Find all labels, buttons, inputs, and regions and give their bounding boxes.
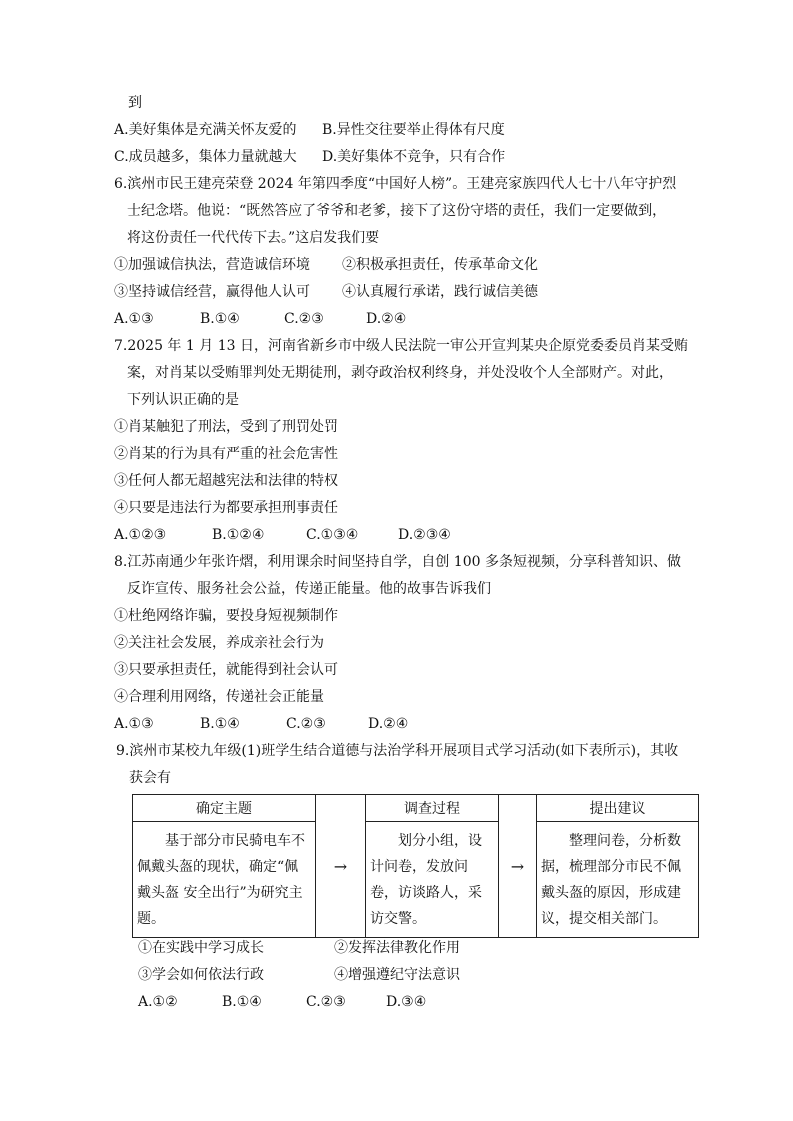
q6-option-d[interactable]: D.②④ (366, 311, 407, 327)
q8-option-c[interactable]: C.②③ (286, 716, 326, 732)
q6-options (114, 309, 514, 329)
q6-statement-3: ③坚持诚信经营，赢得他人认可 (114, 284, 310, 300)
q7-option-a[interactable]: A.①②③ (114, 527, 167, 543)
header-topic: 确定主题 (133, 795, 316, 822)
q8-stem-line-1: 8.江苏南通少年张许熠，利用课余时间坚持自学，自创 100 多条短视频，分享科普知识、做 (114, 554, 681, 570)
q7-statement-3: ③任何人都无超越宪法和法律的特权 (114, 473, 338, 489)
q6-stem-line-3: 将这份责任一代代传下去。”这启发我们要 (127, 230, 380, 246)
q6-statement-4: ④认真履行承诺，践行诚信美德 (342, 284, 538, 300)
project-flow-table (132, 794, 699, 938)
header-survey: 调查过程 (366, 795, 499, 822)
q8-option-b[interactable]: B.①④ (200, 716, 240, 732)
q7-stem-line-1: 7.2025 年 1 月 13 日，河南省新乡市中级人民法院一审公开宣判某央企原党委委员肖某受贿 (114, 338, 688, 354)
cell-survey: 划分小组，设计问卷，发放问卷，访谈路人，采访交警。 (366, 822, 499, 938)
q9-options (138, 992, 538, 1012)
q5-options-row-1 (114, 120, 694, 140)
q6-statement-1: ①加强诚信执法，营造诚信环境 (114, 257, 310, 273)
q9-statements-row-1 (138, 938, 658, 958)
q8-stem-line-2: 反诈宣传、服务社会公益，传递正能量。他的故事告诉我们 (127, 581, 491, 597)
cell-topic: 基于部分市民骑电车不佩戴头盔的现状，确定“佩戴头盔 安全出行”为研究主题。 (133, 822, 316, 938)
q8-option-a[interactable]: A.①③ (114, 716, 154, 732)
q9-option-d[interactable]: D.③④ (386, 994, 427, 1010)
q5-option-d[interactable]: D.美好集体不竞争，只有合作 (322, 149, 506, 165)
q7-statement-4: ④只要是违法行为都要承担刑事责任 (114, 500, 338, 516)
q7-stem-line-3: 下列认识正确的是 (127, 392, 239, 408)
q8-statement-3: ③只要承担责任，就能得到社会认可 (114, 662, 338, 678)
arrow-2: → (499, 795, 537, 938)
q5-continuation: 到 (128, 95, 142, 111)
q6-statements-row-2 (114, 282, 694, 302)
q6-option-b[interactable]: B.①④ (200, 311, 240, 327)
cell-suggest: 整理问卷，分析数据，梳理部分市民不佩戴头盔的原因，形成建议，提交相关部门。 (537, 822, 699, 938)
q5-option-b[interactable]: B.异性交往要举止得体有尺度 (322, 122, 505, 138)
q7-option-c[interactable]: C.①③④ (306, 527, 359, 543)
q8-statement-2: ②关注社会发展，养成亲社会行为 (114, 635, 324, 651)
header-suggest: 提出建议 (537, 795, 699, 822)
q9-option-c[interactable]: C.②③ (306, 994, 346, 1010)
q9-stem-line-2: 获会有 (129, 770, 171, 786)
q9-statement-2: ②发挥法律教化作用 (334, 940, 460, 956)
table-body-row (133, 822, 699, 938)
arrow-1: → (316, 795, 366, 938)
q9-statement-1: ①在实践中学习成长 (138, 940, 264, 956)
q7-option-d[interactable]: D.②③④ (398, 527, 451, 543)
q7-stem-line-2: 案，对肖某以受贿罪判处无期徒刑，剥夺政治权利终身，并处没收个人全部财产。对此， (127, 365, 673, 381)
q9-statement-4: ④增强遵纪守法意识 (334, 967, 460, 983)
table-header-row (133, 795, 699, 822)
q8-statement-1: ①杜绝网络诈骗，要投身短视频制作 (114, 608, 338, 624)
q6-statement-2: ②积极承担责任，传承革命文化 (342, 257, 538, 273)
q9-stem-line-1: 9.滨州市某校九年级(1)班学生结合道德与法治学科开展项目式学习活动(如下表所示)，其收 (116, 743, 679, 759)
q9-option-b[interactable]: B.①④ (222, 994, 262, 1010)
q8-statement-4: ④合理利用网络，传递社会正能量 (114, 689, 324, 705)
q8-options (114, 714, 514, 734)
q6-stem-line-1: 6.滨州市民王建亮荣登 2024 年第四季度“中国好人榜”。王建亮家族四代人七十八年守护烈 (114, 176, 677, 192)
q5-option-c[interactable]: C.成员越多，集体力量就越大 (114, 149, 297, 165)
q6-statements-row-1 (114, 255, 694, 275)
q6-option-a[interactable]: A.①③ (114, 311, 154, 327)
q7-options (114, 525, 534, 545)
q9-statements-row-2 (138, 965, 658, 985)
q7-statement-1: ①肖某触犯了刑法，受到了刑罚处罚 (114, 419, 338, 435)
q5-option-a[interactable]: A.美好集体是充满关怀友爱的 (114, 122, 297, 138)
q9-option-a[interactable]: A.①② (138, 994, 178, 1010)
q6-option-c[interactable]: C.②③ (284, 311, 324, 327)
q6-stem-line-2: 士纪念塔。他说：“既然答应了爷爷和老爹，接下了这份守塔的责任，我们一定要做到， (127, 203, 667, 219)
q8-option-d[interactable]: D.②④ (368, 716, 409, 732)
q9-statement-3: ③学会如何依法行政 (138, 967, 264, 983)
q7-option-b[interactable]: B.①②④ (212, 527, 265, 543)
q5-options-row-2 (114, 147, 694, 167)
q7-statement-2: ②肖某的行为具有严重的社会危害性 (114, 446, 338, 462)
